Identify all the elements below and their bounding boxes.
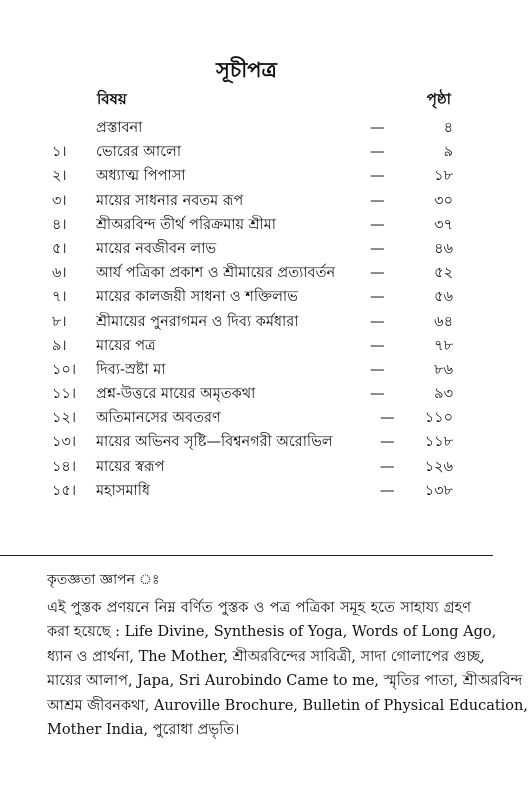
toc-entry-separator: — — [370, 216, 385, 233]
toc-entry-title: মায়ের নবজীবন লাভ — [96, 240, 217, 257]
toc-entry-separator: — — [370, 265, 385, 282]
toc-entry — [0, 164, 493, 188]
toc-entry-separator: — — [380, 410, 395, 427]
toc-entry-separator: — — [370, 120, 385, 136]
toc-entry — [0, 334, 493, 358]
acknowledgement-paragraph — [47, 596, 528, 742]
toc-entry-page: ১১৮ — [424, 434, 453, 451]
acknowledgement-heading: কৃতজ্ঞতা জ্ঞাপন ঃ — [47, 572, 160, 588]
toc-entry — [0, 455, 493, 479]
toc-entry-title: মায়ের অভিনব সৃষ্টি—বিশ্বনগরী অরোভিল — [96, 434, 333, 451]
toc-entry-page: ১১০ — [424, 410, 453, 427]
toc-entry-title: দিব্য-স্রষ্টা মা — [96, 361, 166, 378]
paragraph-line: করা হয়েছে : Life Divine, Synthesis of Yoga, Words of Long Ago, — [47, 624, 497, 641]
toc-entry-separator: — — [370, 144, 385, 161]
toc-entry-page: ৩৭ — [434, 216, 453, 233]
toc-entry-page: ১২৬ — [424, 458, 453, 475]
toc-entry-page: ৯৩ — [434, 386, 453, 403]
toc-entry — [0, 285, 493, 309]
toc-entry — [0, 189, 493, 213]
toc-entry-title: মহাসমাধি — [96, 482, 150, 499]
paragraph-line: ধ্যান ও প্রার্থনা, The Mother, শ্রীঅরবিন্দের সাবিত্রী, সাদা গোলাপের গুচ্ছ, — [47, 648, 485, 665]
toc-entry-number: ১০। — [52, 361, 77, 378]
toc-entry-page: ১৮ — [434, 168, 453, 185]
toc-entry-page: ৫৬ — [434, 289, 453, 306]
toc-entry-separator: — — [370, 289, 385, 306]
toc-entry-number: ৪। — [52, 216, 67, 233]
toc-entry-number: ৬। — [52, 265, 67, 282]
toc-entry-title: প্রস্তাবনা — [96, 120, 143, 136]
paragraph-line: Mother India, পুরোধা প্রভৃতি। — [47, 721, 240, 738]
table-of-contents — [0, 116, 493, 503]
toc-entry-number: ৫। — [52, 240, 67, 257]
toc-entry-title: মায়ের কালজয়ী সাধনা ও শক্তিলাভ — [96, 289, 298, 306]
toc-entry-title: অতিমানসের অবতরণ — [96, 410, 221, 427]
toc-entry-number: ২। — [52, 168, 67, 185]
toc-entry-separator: — — [370, 313, 385, 330]
toc-entry-title: আর্য পত্রিকা প্রকাশ ও শ্রীমায়ের প্রত্যাবর্তন — [96, 265, 336, 282]
toc-entry-separator: — — [370, 240, 385, 257]
toc-entry-title: প্রশ্ন-উত্তরে মায়ের অমৃতকথা — [96, 386, 256, 403]
toc-entry-separator: — — [370, 168, 385, 185]
toc-entry — [0, 479, 493, 503]
toc-entry-page: ৮৬ — [434, 361, 453, 378]
toc-entry-title: মায়ের সাধনার নবতম রূপ — [96, 192, 244, 209]
toc-entry-number: ৮। — [52, 313, 67, 330]
toc-entry-title: মায়ের পত্র — [96, 337, 156, 354]
toc-entry-page: ১৩৮ — [424, 482, 453, 499]
toc-entry-separator: — — [380, 458, 395, 475]
toc-entry-number: ১৪। — [52, 458, 77, 475]
toc-entry — [0, 213, 493, 237]
toc-entry-separator: — — [370, 386, 385, 403]
column-header-page: পৃষ্ঠা — [426, 90, 451, 108]
toc-entry-separator: — — [370, 192, 385, 209]
toc-entry-number: ৩। — [52, 192, 67, 209]
toc-entry-number: ১১। — [52, 386, 77, 403]
toc-entry — [0, 237, 493, 261]
toc-entry — [0, 382, 493, 406]
toc-entry — [0, 430, 493, 454]
toc-entry-page: ৭৮ — [434, 337, 453, 354]
toc-entry — [0, 310, 493, 334]
toc-entry — [0, 116, 493, 140]
paragraph-line: মায়ের আলাপ, Japa, Sri Aurobindo Came to me, স্মৃতির পাতা, শ্রীঅরবিন্দ — [47, 673, 523, 690]
toc-entry — [0, 140, 493, 164]
toc-entry-number: ১৩। — [52, 434, 77, 451]
toc-entry-page: ৫২ — [434, 265, 453, 282]
toc-entry-separator: — — [370, 361, 385, 378]
paragraph-line: আশ্রম জীবনকথা, Auroville Brochure, Bulletin of Physical Education, — [47, 697, 528, 714]
page-title: সূচীপত্র — [216, 57, 277, 82]
toc-entry-title: ভোরের আলো — [96, 144, 182, 161]
toc-entry-page: ৬৪ — [434, 313, 453, 330]
toc-entry-title: অধ্যাত্ম পিপাসা — [96, 168, 186, 185]
toc-entry-page: ৩০ — [434, 192, 453, 209]
toc-entry-separator: — — [380, 482, 395, 499]
section-divider — [0, 555, 493, 556]
toc-entry-title: শ্রীমায়ের পুনরাগমন ও দিব্য কর্মধারা — [96, 313, 299, 330]
toc-entry-separator: — — [380, 434, 395, 451]
toc-entry-separator: — — [370, 337, 385, 354]
toc-entry-title: মায়ের স্বরূপ — [96, 458, 165, 475]
toc-entry-number: ৯। — [52, 337, 67, 354]
toc-entry-number: ১। — [52, 144, 67, 161]
toc-entry-page: ৪৬ — [434, 240, 453, 257]
toc-entry — [0, 406, 493, 430]
toc-entry-number: ৭। — [52, 289, 67, 306]
toc-entry — [0, 358, 493, 382]
toc-entry — [0, 261, 493, 285]
toc-entry-number: ১২। — [52, 410, 77, 427]
toc-entry-page: ৯ — [443, 144, 453, 161]
toc-entry-title: শ্রীঅরবিন্দ তীর্থ পরিক্রমায় শ্রীমা — [96, 216, 276, 233]
paragraph-line: এই পুস্তক প্রণয়নে নিম্ন বর্ণিত পুস্তক ও পত্র পত্রিকা সমূহ হতে সাহায্য গ্রহণ — [47, 600, 471, 616]
toc-entry-page: ৪ — [443, 120, 453, 136]
column-header-subject: বিষয় — [97, 90, 127, 108]
toc-entry-number: ১৫। — [52, 482, 77, 499]
